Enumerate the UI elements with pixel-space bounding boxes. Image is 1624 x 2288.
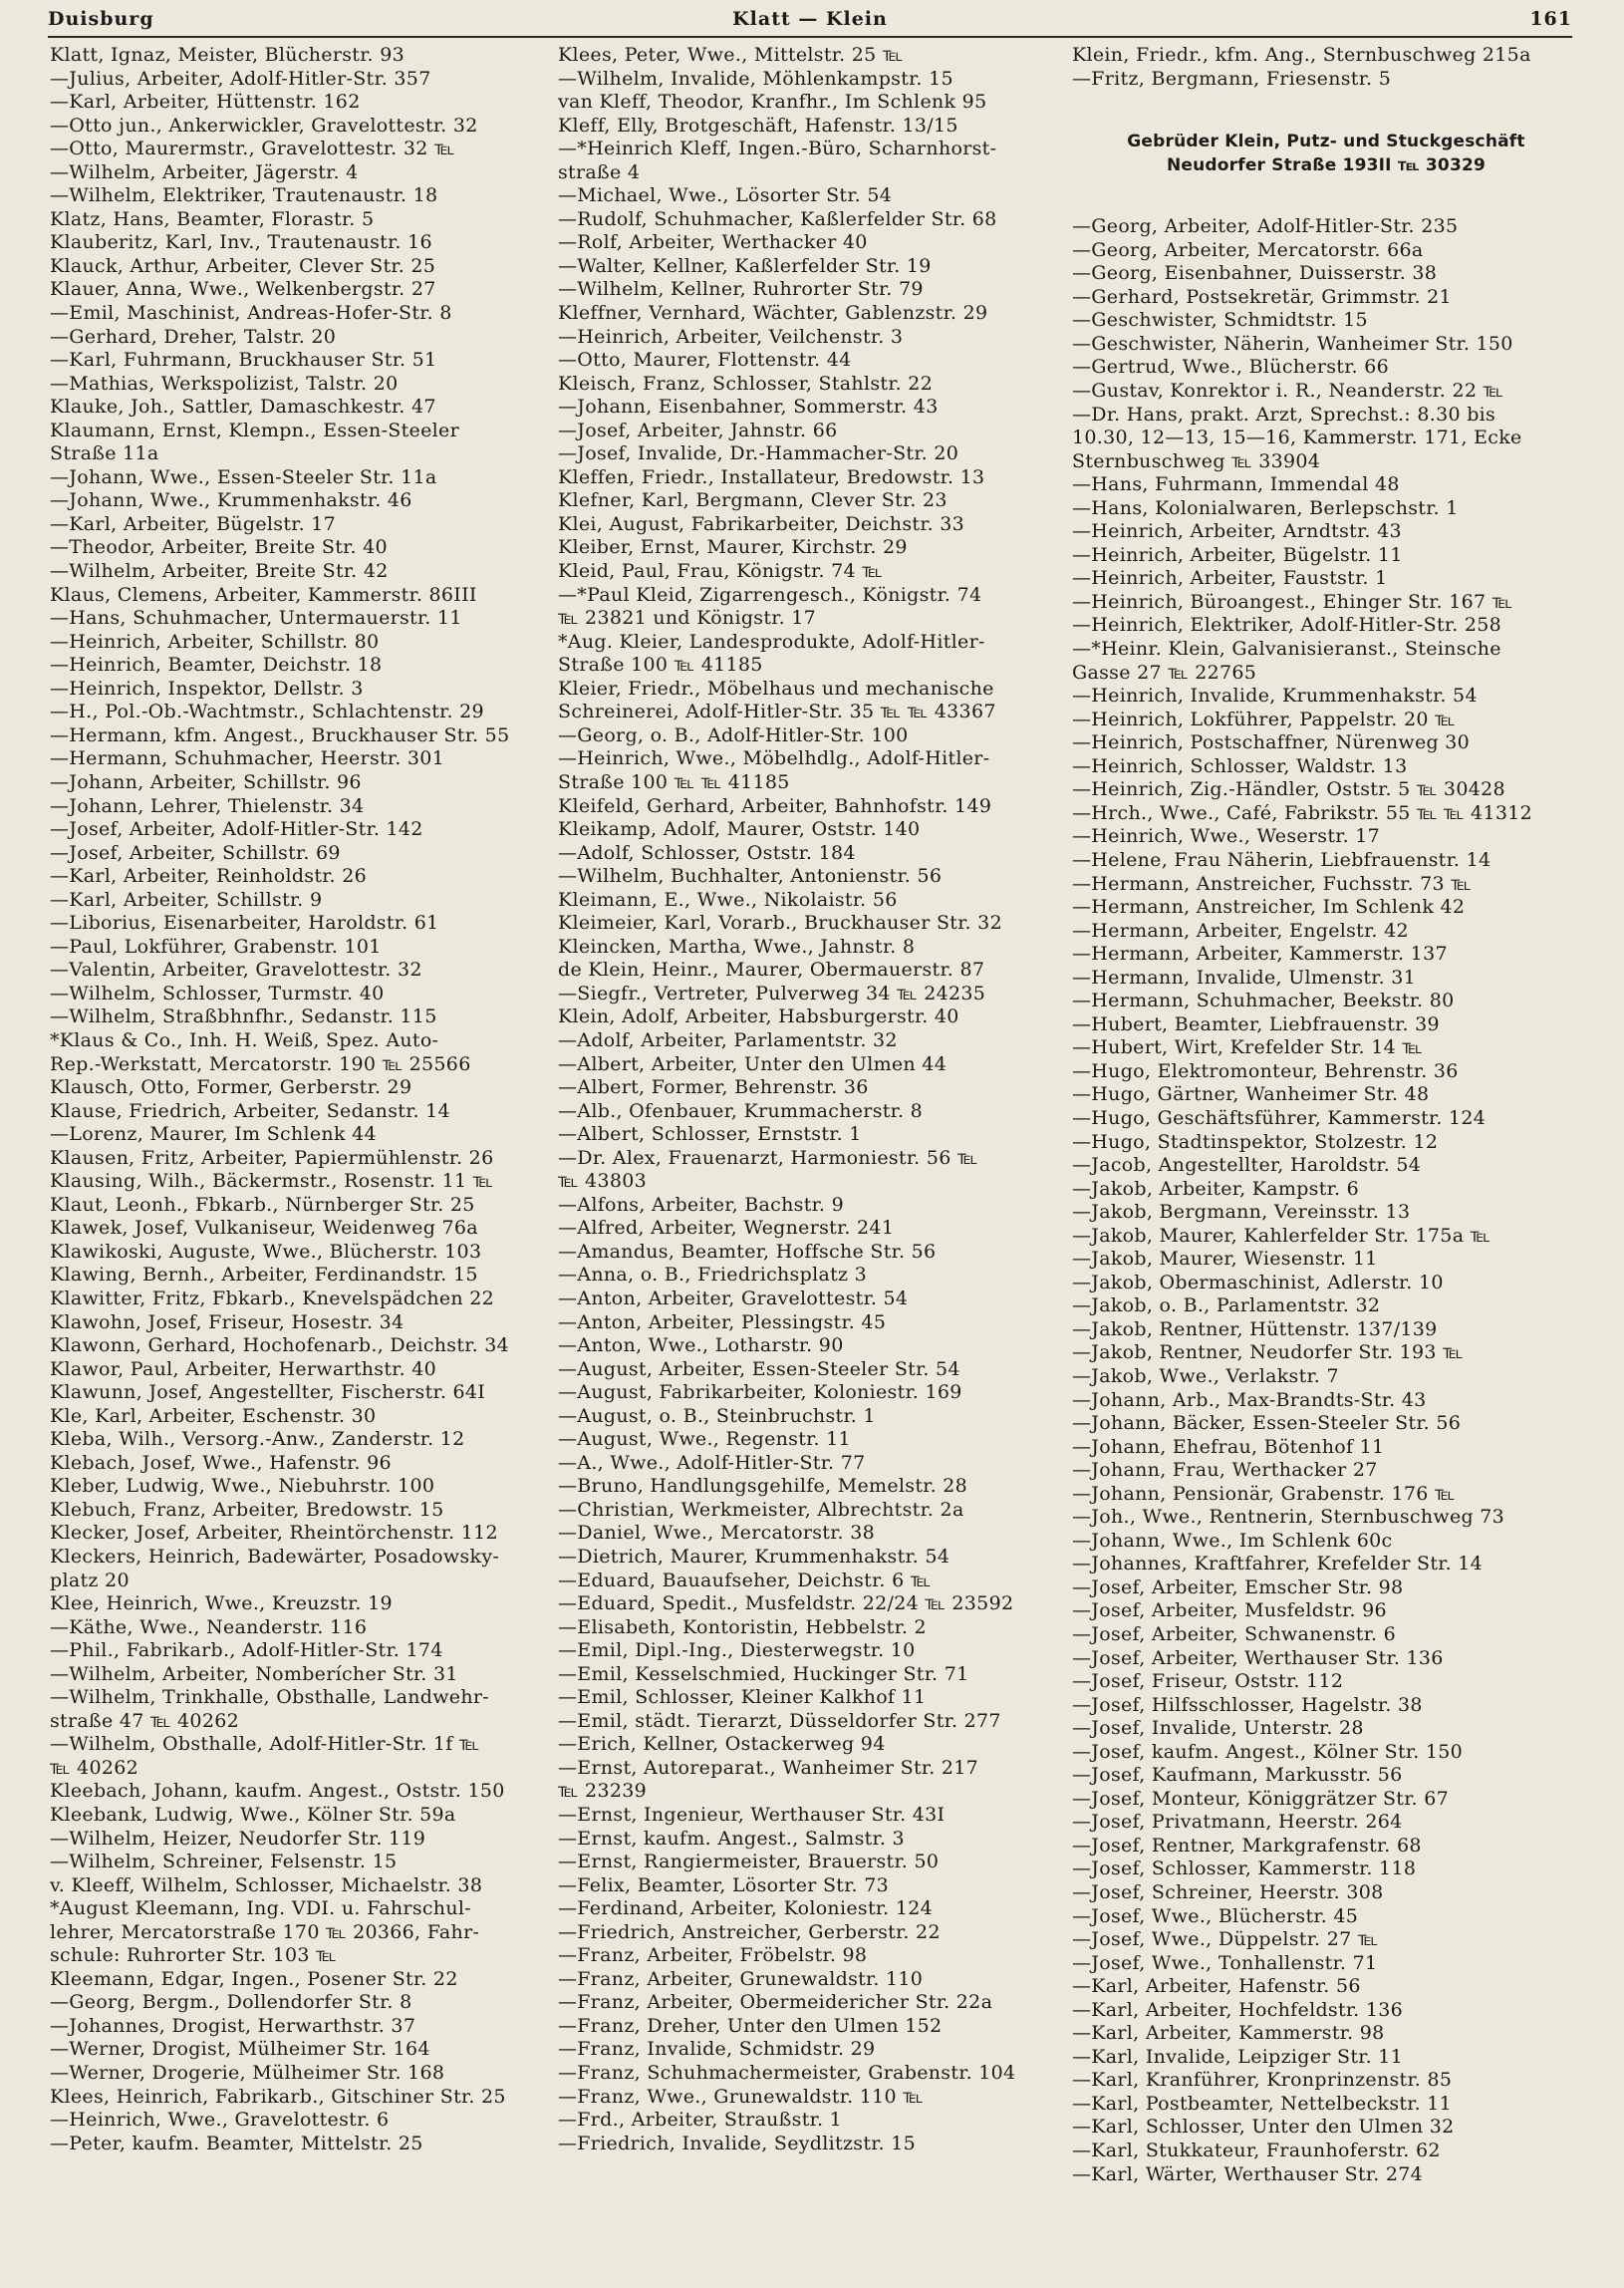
directory-entry: —Peter, kaufm. Beamter, Mittelstr. 25 xyxy=(50,2132,423,2154)
directory-entry: Schreinerei, Adolf-Hitler-Str. 35 ℡ ℡ 43367 xyxy=(558,701,996,723)
directory-entry: —Josef, Arbeiter, Adolf-Hitler-Str. 142 xyxy=(50,818,423,841)
directory-entry: —Josef, Arbeiter, Werthauser Str. 136 xyxy=(1072,1646,1444,1669)
directory-entry: de Klein, Heinr., Maurer, Obermauerstr. 87 xyxy=(558,959,985,982)
column-1 xyxy=(50,44,556,2276)
directory-entry: —Johann, Bäcker, Essen-Steeler Str. 56 xyxy=(1072,1412,1462,1435)
directory-entry: —Hermann, Schuhmacher, Beekstr. 80 xyxy=(1072,990,1455,1012)
directory-entry: —Lorenz, Maurer, Im Schlenk 44 xyxy=(50,1123,377,1146)
directory-entry: —Wilhelm, Buchhalter, Antonienstr. 56 xyxy=(558,865,943,888)
directory-entry: —Karl, Postbeamter, Nettelbeckstr. 11 xyxy=(1072,2092,1453,2115)
directory-entry: —Wilhelm, Straßbhnfhr., Sedanstr. 115 xyxy=(50,1005,437,1028)
directory-entry: schule: Ruhrorter Str. 103 ℡ xyxy=(50,1944,337,1967)
directory-entry: —Helene, Frau Näherin, Liebfrauenstr. 14 xyxy=(1072,848,1491,871)
directory-entry: Kleber, Ludwig, Wwe., Niebuhrstr. 100 xyxy=(50,1475,435,1498)
directory-entry: —Paul, Lokführer, Grabenstr. 101 xyxy=(50,935,382,958)
directory-entry: —Wilhelm, Elektriker, Trautenaustr. 18 xyxy=(50,184,438,207)
directory-entry: Klaus, Clemens, Arbeiter, Kammerstr. 86III xyxy=(50,583,477,606)
directory-entry: —Johann, Arb., Max-Brandts-Str. 43 xyxy=(1072,1388,1427,1411)
directory-entry: —*Heinr. Klein, Galvanisieranst., Steinsche xyxy=(1072,638,1501,661)
directory-entry: —Jakob, o. B., Parlamentstr. 32 xyxy=(1072,1294,1381,1317)
directory-entry: ℡ 23821 und Königstr. 17 xyxy=(558,607,817,630)
directory-entry: —Karl, Kranführer, Kronprinzenstr. 85 xyxy=(1072,2069,1453,2092)
directory-entry: Klebach, Josef, Wwe., Hafenstr. 96 xyxy=(50,1451,392,1474)
directory-entry: Kleincken, Martha, Wwe., Jahnstr. 8 xyxy=(558,935,916,958)
directory-entry: —Felix, Beamter, Lösorter Str. 73 xyxy=(558,1873,889,1896)
directory-entry: —Adolf, Schlosser, Oststr. 184 xyxy=(558,841,856,864)
directory-entry: —Johann, Arbeiter, Schillstr. 96 xyxy=(50,770,362,793)
directory-entry: —Bruno, Handlungsgehilfe, Memelstr. 28 xyxy=(558,1475,968,1498)
directory-entry: —Valentin, Arbeiter, Gravelottestr. 32 xyxy=(50,959,422,982)
directory-entry: —Karl, Arbeiter, Hafenstr. 56 xyxy=(1072,1975,1361,1998)
header-range: Klatt — Klein xyxy=(732,8,888,30)
directory-entry: ℡ 40262 xyxy=(50,1756,138,1779)
directory-entry: —Heinrich, Arbeiter, Fauststr. 1 xyxy=(1072,567,1388,590)
directory-entry: —Johann, Eisenbahner, Sommerstr. 43 xyxy=(558,396,939,419)
directory-entry: Klawikoski, Auguste, Wwe., Blücherstr. 103 xyxy=(50,1240,482,1263)
directory-entry: —Amandus, Beamter, Hoffsche Str. 56 xyxy=(558,1240,937,1263)
directory-entry: —Josef, Arbeiter, Jahnstr. 66 xyxy=(558,419,838,441)
directory-entry: Klauck, Arthur, Arbeiter, Clever Str. 25 xyxy=(50,254,436,277)
directory-entry: —A., Wwe., Adolf-Hitler-Str. 77 xyxy=(558,1451,866,1474)
directory-entry: —Elisabeth, Kontoristin, Hebbelstr. 2 xyxy=(558,1615,927,1638)
directory-entry: Klatt, Ignaz, Meister, Blücherstr. 93 xyxy=(50,44,405,66)
directory-entry: Straße 100 ℡ ℡ 41185 xyxy=(558,770,790,793)
directory-entry: —Joh., Wwe., Rentnerin, Sternbuschweg 73 xyxy=(1072,1506,1505,1529)
header-city: Duisburg xyxy=(48,8,154,30)
directory-entry: —Johann, Pensionär, Grabenstr. 176 ℡ xyxy=(1072,1482,1456,1505)
column-3-body xyxy=(1072,215,1580,2186)
directory-entry: Kleemann, Edgar, Ingen., Posener Str. 22 xyxy=(50,1967,458,1990)
directory-entry: Kleckers, Heinrich, Badewärter, Posadowsky- xyxy=(50,1546,500,1568)
directory-entry: —Hrch., Wwe., Café, Fabrikstr. 55 ℡ ℡ 41312 xyxy=(1072,801,1532,824)
directory-entry: —August, Fabrikarbeiter, Koloniestr. 169 xyxy=(558,1381,962,1404)
directory-entry: —*Paul Kleid, Zigarrengesch., Königstr. 74 xyxy=(558,583,982,606)
directory-entry: —Hugo, Elektromonteur, Behrenstr. 36 xyxy=(1072,1059,1459,1082)
directory-entry: Klawitter, Fritz, Fbkarb., Knevelspädchen 22 xyxy=(50,1287,495,1309)
column-3-top xyxy=(1072,44,1580,91)
directory-entry: —Wilhelm, Schlosser, Turmstr. 40 xyxy=(50,982,385,1004)
directory-entry: —Franz, Wwe., Grunewaldstr. 110 ℡ xyxy=(558,2085,924,2108)
directory-entry: —Julius, Arbeiter, Adolf-Hitler-Str. 357 xyxy=(50,67,431,90)
directory-entry: —Anton, Wwe., Lotharstr. 90 xyxy=(558,1334,844,1357)
directory-entry: Rep.-Werkstatt, Mercatorstr. 190 ℡ 25566 xyxy=(50,1052,471,1075)
directory-entry: —Karl, Fuhrmann, Bruckhauser Str. 51 xyxy=(50,349,437,372)
directory-entry: Kleiber, Ernst, Maurer, Kirchstr. 29 xyxy=(558,536,908,559)
directory-entry: —Heinrich, Wwe., Weserstr. 17 xyxy=(1072,825,1381,848)
directory-entry: —Franz, Arbeiter, Obermeidericher Str. 22a xyxy=(558,1991,993,2014)
directory-entry: —Karl, Arbeiter, Hochfeldstr. 136 xyxy=(1072,1998,1404,2021)
directory-entry: Klees, Peter, Wwe., Mittelstr. 25 ℡ xyxy=(558,44,904,66)
directory-entry: —Johann, Ehefrau, Bötenhof 11 xyxy=(1072,1435,1385,1458)
directory-entry: lehrer, Mercatorstraße 170 ℡ 20366, Fahr- xyxy=(50,1920,480,1943)
directory-entry: Klefner, Karl, Bergmann, Clever Str. 23 xyxy=(558,489,947,512)
directory-entry: —Alb., Ofenbauer, Krummacherstr. 8 xyxy=(558,1099,924,1122)
directory-entry: —Karl, Wärter, Werthauser Str. 274 xyxy=(1072,2162,1424,2185)
directory-entry: —Karl, Stukkateur, Fraunhoferstr. 62 xyxy=(1072,2140,1441,2162)
directory-entry: —Hermann, kfm. Angest., Bruckhauser Str. 55 xyxy=(50,723,510,746)
directory-entry: —Albert, Arbeiter, Unter den Ulmen 44 xyxy=(558,1052,947,1075)
directory-entry: —*Heinrich Kleff, Ingen.-Büro, Scharnhorst- xyxy=(558,138,997,160)
directory-entry: —Johann, Lehrer, Thielenstr. 34 xyxy=(50,794,365,817)
directory-entry: —Hugo, Stadtinspektor, Stolzestr. 12 xyxy=(1072,1130,1439,1153)
directory-entry: —Gertrud, Wwe., Blücherstr. 66 xyxy=(1072,356,1389,379)
directory-entry: Klecker, Josef, Arbeiter, Rheintörchenstr. 112 xyxy=(50,1522,498,1545)
directory-entry: —Hermann, Anstreicher, Fuchsstr. 73 ℡ xyxy=(1072,872,1472,895)
directory-entry: Kleebach, Johann, kaufm. Angest., Oststr. 150 xyxy=(50,1780,505,1803)
directory-entry: Klaut, Leonh., Fbkarb., Nürnberger Str. 25 xyxy=(50,1193,475,1216)
directory-entry: Klause, Friedrich, Arbeiter, Sedanstr. 14 xyxy=(50,1099,450,1122)
directory-entry: —Emil, Maschinist, Andreas-Hofer-Str. 8 xyxy=(50,302,452,325)
directory-entry: —Walter, Kellner, Kaßlerfelder Str. 19 xyxy=(558,254,932,277)
directory-entry: ℡ 23239 xyxy=(558,1780,647,1803)
directory-entry: —Wilhelm, Heizer, Neudorfer Str. 119 xyxy=(50,1827,426,1850)
directory-entry: —Albert, Schlosser, Ernststr. 1 xyxy=(558,1123,862,1146)
directory-entry: —Karl, Arbeiter, Bügelstr. 17 xyxy=(50,512,337,535)
directory-entry: Klawek, Josef, Vulkaniseur, Weidenweg 76a xyxy=(50,1217,478,1240)
directory-entry: —Heinrich, Schlosser, Waldstr. 13 xyxy=(1072,754,1408,777)
directory-entry: —Johann, Wwe., Krummenhakstr. 46 xyxy=(50,489,412,512)
directory-entry: —Georg, Arbeiter, Adolf-Hitler-Str. 235 xyxy=(1072,215,1459,238)
directory-entry: —Jakob, Bergmann, Vereinsstr. 13 xyxy=(1072,1201,1411,1224)
directory-entry: Klaumann, Ernst, Klempn., Essen-Steeler xyxy=(50,419,459,441)
directory-entry: —Josef, Friseur, Oststr. 112 xyxy=(1072,1670,1344,1693)
directory-entry: Klebuch, Franz, Arbeiter, Bredowstr. 15 xyxy=(50,1498,444,1521)
directory-entry: —Franz, Arbeiter, Grunewaldstr. 110 xyxy=(558,1967,924,1990)
directory-entry: —Franz, Invalide, Schmidstr. 29 xyxy=(558,2038,876,2061)
directory-entry: —Otto jun., Ankerwickler, Gravelottestr. 32 xyxy=(50,114,478,137)
directory-entry: —Rudolf, Schuhmacher, Kaßlerfelder Str. 68 xyxy=(558,207,997,230)
directory-entry: —Georg, Eisenbahner, Duisserstr. 38 xyxy=(1072,262,1438,285)
directory-entry: —H., Pol.-Ob.-Wachtmstr., Schlachtenstr. 29 xyxy=(50,701,484,723)
directory-entry: —Heinrich, Inspektor, Dellstr. 3 xyxy=(50,677,364,700)
directory-entry: —Karl, Arbeiter, Reinholdstr. 26 xyxy=(50,865,368,888)
directory-entry: Klatz, Hans, Beamter, Florastr. 5 xyxy=(50,207,375,230)
directory-entry: Klawunn, Josef, Angestellter, Fischerstr. 64I xyxy=(50,1381,486,1404)
directory-entry: —Heinrich, Beamter, Deichstr. 18 xyxy=(50,654,383,677)
page-number: 161 xyxy=(1529,8,1572,30)
directory-entry: —Hugo, Gärtner, Wanheimer Str. 48 xyxy=(1072,1083,1430,1106)
directory-entry: —Hermann, Anstreicher, Im Schlenk 42 xyxy=(1072,896,1466,919)
directory-entry: —Heinrich, Lokführer, Pappelstr. 20 ℡ xyxy=(1072,708,1456,730)
directory-entry: —Rolf, Arbeiter, Werthacker 40 xyxy=(558,231,868,254)
directory-entry: Klawohn, Josef, Friseur, Hosestr. 34 xyxy=(50,1310,405,1333)
directory-entry: —Hubert, Beamter, Liebfrauenstr. 39 xyxy=(1072,1012,1440,1035)
directory-entry: Kleisch, Franz, Schlosser, Stahlstr. 22 xyxy=(558,372,934,395)
directory-entry: —Karl, Invalide, Leipziger Str. 11 xyxy=(1072,2045,1404,2068)
directory-entry: —Heinrich, Arbeiter, Veilchenstr. 3 xyxy=(558,325,904,348)
directory-entry: —Jakob, Arbeiter, Kampstr. 6 xyxy=(1072,1177,1360,1200)
directory-entry: —Johannes, Drogist, Herwarthstr. 37 xyxy=(50,2014,416,2037)
directory-entry: *Aug. Kleier, Landesprodukte, Adolf-Hitler- xyxy=(558,630,985,653)
directory-entry: —Josef, Kaufmann, Markusstr. 56 xyxy=(1072,1764,1403,1787)
directory-entry: —Otto, Maurer, Flottenstr. 44 xyxy=(558,349,852,372)
directory-entry: ℡ 43803 xyxy=(558,1170,647,1193)
directory-entry: —Geschwister, Näherin, Wanheimer Str. 150 xyxy=(1072,332,1513,355)
directory-entry: —Johannes, Kraftfahrer, Krefelder Str. 14 xyxy=(1072,1553,1484,1575)
directory-entry: —Hugo, Geschäftsführer, Kammerstr. 124 xyxy=(1072,1106,1487,1129)
directory-entry: —Friedrich, Anstreicher, Gerberstr. 22 xyxy=(558,1920,941,1943)
directory-entry: —Franz, Arbeiter, Fröbelstr. 98 xyxy=(558,1944,868,1967)
directory-entry: —Josef, Schreiner, Heerstr. 308 xyxy=(1072,1881,1384,1904)
directory-entry: Klein, Friedr., kfm. Ang., Sternbuschweg 215a xyxy=(1072,44,1531,66)
directory-entry: —Josef, Invalide, Unterstr. 28 xyxy=(1072,1717,1364,1740)
directory-entry: —Georg, o. B., Adolf-Hitler-Str. 100 xyxy=(558,723,909,746)
directory-entry: Kle, Karl, Arbeiter, Eschenstr. 30 xyxy=(50,1404,377,1427)
directory-entry: —Josef, Invalide, Dr.-Hammacher-Str. 20 xyxy=(558,442,959,465)
directory-entry: Kleimann, E., Wwe., Nikolaistr. 56 xyxy=(558,888,898,911)
directory-entry: —Wilhelm, Kellner, Ruhrorter Str. 79 xyxy=(558,278,924,301)
directory-entry: Kleier, Friedr., Möbelhaus und mechanische xyxy=(558,677,994,700)
column-3 xyxy=(1072,44,1580,2276)
directory-entry: Klauer, Anna, Wwe., Welkenbergstr. 27 xyxy=(50,278,436,301)
directory-entry: —Hermann, Arbeiter, Engelstr. 42 xyxy=(1072,919,1409,942)
directory-entry: —Anton, Arbeiter, Plessingstr. 45 xyxy=(558,1310,887,1333)
directory-entry: —Jakob, Obermaschinist, Adlerstr. 10 xyxy=(1072,1271,1444,1293)
directory-entry: —Karl, Arbeiter, Hüttenstr. 162 xyxy=(50,91,361,114)
directory-entry: —Friedrich, Invalide, Seydlitzstr. 15 xyxy=(558,2132,916,2154)
directory-entry: —Josef, Hilfsschlosser, Hagelstr. 38 xyxy=(1072,1693,1423,1716)
directory-entry: Kleff, Elly, Brotgeschäft, Hafenstr. 13/15 xyxy=(558,114,958,137)
directory-entry: —August, o. B., Steinbruchstr. 1 xyxy=(558,1404,876,1427)
directory-entry: —Hermann, Schuhmacher, Heerstr. 301 xyxy=(50,747,445,770)
directory-entry: —Christian, Werkmeister, Albrechtstr. 2a xyxy=(558,1498,964,1521)
directory-entry: —Adolf, Arbeiter, Parlamentstr. 32 xyxy=(558,1028,898,1051)
directory-entry: —Erich, Kellner, Ostackerweg 94 xyxy=(558,1733,886,1756)
directory-entry: —Jakob, Maurer, Kahlerfelder Str. 175a ℡ xyxy=(1072,1224,1491,1247)
directory-entry: —Ernst, Ingenieur, Werthauser Str. 43I xyxy=(558,1804,946,1827)
directory-entry: —Jakob, Maurer, Wiesenstr. 11 xyxy=(1072,1248,1378,1271)
directory-entry: —Jakob, Wwe., Verlakstr. 7 xyxy=(1072,1364,1339,1387)
directory-entry: —Otto, Maurermstr., Gravelottestr. 32 ℡ xyxy=(50,138,455,160)
directory-entry: —Emil, Kesselschmied, Huckinger Str. 71 xyxy=(558,1662,969,1685)
directory-entry: —Phil., Fabrikarb., Adolf-Hitler-Str. 174 xyxy=(50,1639,443,1662)
directory-entry: —Josef, Wwe., Düppelstr. 27 ℡ xyxy=(1072,1928,1379,1951)
directory-entry: platz 20 xyxy=(50,1569,130,1591)
directory-entry: —Emil, Schlosser, Kleiner Kalkhof 11 xyxy=(558,1686,927,1709)
directory-entry: v. Kleeff, Wilhelm, Schlosser, Michaelstr. 38 xyxy=(50,1873,483,1896)
directory-entry: straße 4 xyxy=(558,160,641,183)
directory-entry: —Eduard, Bauaufseher, Deichstr. 6 ℡ xyxy=(558,1569,932,1591)
directory-entry: —Johann, Wwe., Im Schlenk 60c xyxy=(1072,1529,1393,1552)
directory-entry: —Hermann, Invalide, Ulmenstr. 31 xyxy=(1072,966,1417,989)
directory-entry: Gasse 27 ℡ 22765 xyxy=(1072,661,1257,684)
directory-entry: —Ernst, kaufm. Angest., Salmstr. 3 xyxy=(558,1827,905,1850)
directory-entry: —Anna, o. B., Friedrichsplatz 3 xyxy=(558,1264,868,1287)
directory-entry: —Werner, Drogerie, Mülheimer Str. 168 xyxy=(50,2062,445,2085)
directory-entry: —Anton, Arbeiter, Gravelottestr. 54 xyxy=(558,1287,909,1309)
directory-entry: —Emil, Dipl.-Ing., Diesterwegstr. 10 xyxy=(558,1639,916,1662)
directory-entry: —Karl, Arbeiter, Kammerstr. 98 xyxy=(1072,2022,1385,2045)
directory-entry: —Heinrich, Wwe., Möbelhdlg., Adolf-Hitler- xyxy=(558,747,990,770)
directory-entry: —Heinrich, Elektriker, Adolf-Hitler-Str. 258 xyxy=(1072,614,1502,637)
directory-entry: —Emil, städt. Tierarzt, Düsseldorfer Str. 277 xyxy=(558,1709,1001,1732)
directory-entry: —Siegfr., Vertreter, Pulverweg 34 ℡ 24235 xyxy=(558,982,986,1004)
directory-entry: *Klaus & Co., Inh. H. Weiß, Spez. Auto- xyxy=(50,1028,439,1051)
directory-entry: van Kleff, Theodor, Kranfhr., Im Schlenk 95 xyxy=(558,91,987,114)
directory-entry: —Ferdinand, Arbeiter, Koloniestr. 124 xyxy=(558,1897,934,1920)
directory-entry: Klawing, Bernh., Arbeiter, Ferdinandstr. 15 xyxy=(50,1264,478,1287)
directory-entry: *August Kleemann, Ing. VDI. u. Fahrschul- xyxy=(50,1897,471,1920)
directory-entry: —Eduard, Spedit., Musfeldstr. 22/24 ℡ 23592 xyxy=(558,1592,1014,1615)
directory-entry: straße 47 ℡ 40262 xyxy=(50,1709,239,1732)
directory-entry: —Wilhelm, Schreiner, Felsenstr. 15 xyxy=(50,1851,398,1873)
directory-entry: —Karl, Arbeiter, Schillstr. 9 xyxy=(50,888,323,911)
directory-entry: —Heinrich, Postschaffner, Nürenweg 30 xyxy=(1072,731,1471,754)
directory-entry: —Karl, Schlosser, Unter den Ulmen 32 xyxy=(1072,2116,1455,2139)
directory-entry: —Hans, Fuhrmann, Immendal 48 xyxy=(1072,473,1400,496)
directory-entry: 10.30, 12—13, 15—16, Kammerstr. 171, Ecke xyxy=(1072,427,1522,449)
directory-entry: Klees, Heinrich, Fabrikarb., Gitschiner Str. 25 xyxy=(50,2085,506,2108)
directory-entry: —Josef, Wwe., Tonhallenstr. 71 xyxy=(1072,1951,1378,1974)
directory-entry: —Jakob, Rentner, Neudorfer Str. 193 ℡ xyxy=(1072,1341,1464,1364)
directory-entry: —Georg, Arbeiter, Mercatorstr. 66a xyxy=(1072,238,1424,261)
directory-entry: —Johann, Frau, Werthacker 27 xyxy=(1072,1459,1378,1482)
directory-entry: Kleffner, Vernhard, Wächter, Gablenzstr. 29 xyxy=(558,302,988,325)
directory-entry: —Theodor, Arbeiter, Breite Str. 40 xyxy=(50,536,388,559)
directory-entry: Klausen, Fritz, Arbeiter, Papiermühlenstr. 26 xyxy=(50,1146,494,1169)
directory-entry: —Heinrich, Arbeiter, Bügelstr. 11 xyxy=(1072,543,1403,566)
advertisement-title: Gebrüder Klein, Putz- und Stuckgeschäft xyxy=(1127,132,1525,152)
column-2 xyxy=(558,44,1059,2276)
directory-entry: —Wilhelm, Arbeiter, Breite Str. 42 xyxy=(50,560,389,583)
directory-entry: —Josef, Arbeiter, Musfeldstr. 96 xyxy=(1072,1599,1387,1622)
directory-entry: —Geschwister, Schmidtstr. 15 xyxy=(1072,309,1368,332)
directory-entry: Klausing, Wilh., Bäckermstr., Rosenstr. 11 ℡ xyxy=(50,1170,494,1193)
directory-entry: —Heinrich, Arbeiter, Arndtstr. 43 xyxy=(1072,520,1402,543)
directory-entry: Kleid, Paul, Frau, Königstr. 74 ℡ xyxy=(558,560,883,583)
directory-entry: —Gerhard, Dreher, Talstr. 20 xyxy=(50,325,337,348)
directory-entry: —Dr. Hans, prakt. Arzt, Sprechst.: 8.30 bis xyxy=(1072,403,1496,426)
directory-entry: Kleikamp, Adolf, Maurer, Oststr. 140 xyxy=(558,818,921,841)
directory-entry: —Gustav, Konrektor i. R., Neanderstr. 22 ℡ xyxy=(1072,380,1504,403)
directory-entry: —Heinrich, Wwe., Gravelottestr. 6 xyxy=(50,2109,390,2132)
directory-entry: —Jacob, Angestellter, Haroldstr. 54 xyxy=(1072,1154,1422,1177)
directory-entry: —Josef, Wwe., Blücherstr. 45 xyxy=(1072,1904,1359,1927)
directory-entry: Klawonn, Gerhard, Hochofenarb., Deichstr. 34 xyxy=(50,1334,510,1357)
directory-entry: —Wilhelm, Arbeiter, Nomberícher Str. 31 xyxy=(50,1662,458,1685)
directory-entry: Kleba, Wilh., Versorg.-Anw., Zanderstr. 12 xyxy=(50,1428,465,1451)
directory-entry: —Hans, Schuhmacher, Untermauerstr. 11 xyxy=(50,607,462,630)
directory-entry: —Hermann, Arbeiter, Kammerstr. 137 xyxy=(1072,943,1448,966)
directory-entry: —Heinrich, Büroangest., Ehinger Str. 167 ℡ xyxy=(1072,590,1513,613)
directory-entry: —Josef, kaufm. Angest., Kölner Str. 150 xyxy=(1072,1740,1464,1763)
directory-entry: —Georg, Bergm., Dollendorfer Str. 8 xyxy=(50,1991,412,2014)
directory-entry: Straße 100 ℡ 41185 xyxy=(558,654,763,677)
directory-entry: —Albert, Former, Behrenstr. 36 xyxy=(558,1076,869,1099)
directory-entry: —Josef, Arbeiter, Schwanenstr. 6 xyxy=(1072,1623,1397,1645)
directory-entry: —Ernst, Rangiermeister, Brauerstr. 50 xyxy=(558,1851,940,1873)
directory-entry: —Hubert, Wirt, Krefelder Str. 14 ℡ xyxy=(1072,1036,1424,1059)
directory-entry: Kleffen, Friedr., Installateur, Bredowstr. 13 xyxy=(558,465,985,488)
directory-entry: —Gerhard, Postsekretär, Grimmstr. 21 xyxy=(1072,285,1452,308)
directory-entry: —Hans, Kolonialwaren, Berlepschstr. 1 xyxy=(1072,496,1459,519)
directory-entry: —Wilhelm, Trinkhalle, Obsthalle, Landwehr- xyxy=(50,1686,489,1709)
directory-entry: Klauberitz, Karl, Inv., Trautenaustr. 16 xyxy=(50,231,432,254)
directory-entry: Klein, Adolf, Arbeiter, Habsburgerstr. 40 xyxy=(558,1005,959,1028)
directory-entry: Sternbuschweg ℡ 33904 xyxy=(1072,449,1321,472)
directory-entry: —Heinrich, Arbeiter, Schillstr. 80 xyxy=(50,630,380,653)
directory-entry: Straße 11a xyxy=(50,442,159,465)
directory-entry: —Wilhelm, Arbeiter, Jägerstr. 4 xyxy=(50,160,359,183)
directory-entry: —Ernst, Autoreparat., Wanheimer Str. 217 xyxy=(558,1756,979,1779)
directory-entry: —Werner, Drogist, Mülheimer Str. 164 xyxy=(50,2038,430,2061)
directory-entry: —Alfons, Arbeiter, Bachstr. 9 xyxy=(558,1193,844,1216)
directory-entry: Kleifeld, Gerhard, Arbeiter, Bahnhofstr. 149 xyxy=(558,794,992,817)
directory-entry: —Franz, Schuhmachermeister, Grabenstr. 104 xyxy=(558,2062,1016,2085)
directory-entry: Kleebank, Ludwig, Wwe., Kölner Str. 59a xyxy=(50,1804,456,1827)
directory-entry: —Franz, Dreher, Unter den Ulmen 152 xyxy=(558,2014,943,2037)
directory-entry: —Josef, Arbeiter, Schillstr. 69 xyxy=(50,841,341,864)
directory-entry: —Wilhelm, Obsthalle, Adolf-Hitler-Str. 1f ℡ xyxy=(50,1733,480,1756)
directory-entry: Klei, August, Fabrikarbeiter, Deichstr. 33 xyxy=(558,512,965,535)
directory-entry: —Josef, Monteur, Königgrätzer Str. 67 xyxy=(1072,1787,1449,1810)
directory-entry: —Johann, Wwe., Essen-Steeler Str. 11a xyxy=(50,465,437,488)
directory-entry: Klawor, Paul, Arbeiter, Herwarthstr. 40 xyxy=(50,1357,437,1380)
directory-entry: —Josef, Schlosser, Kammerstr. 118 xyxy=(1072,1858,1417,1880)
directory-entry: —Josef, Rentner, Markgrafenstr. 68 xyxy=(1072,1834,1422,1857)
directory-entry: —Liborius, Eisenarbeiter, Haroldstr. 61 xyxy=(50,912,439,935)
directory-entry: —August, Arbeiter, Essen-Steeler Str. 54 xyxy=(558,1357,960,1380)
directory-entry: Klausch, Otto, Former, Gerberstr. 29 xyxy=(50,1076,412,1099)
directory-entry: —August, Wwe., Regenstr. 11 xyxy=(558,1428,851,1451)
directory-entry: —Michael, Wwe., Lösorter Str. 54 xyxy=(558,184,893,207)
directory-entry: —Käthe, Wwe., Neanderstr. 116 xyxy=(50,1615,368,1638)
directory-entry: —Mathias, Werkspolizist, Talstr. 20 xyxy=(50,372,399,395)
directory-entry: —Wilhelm, Invalide, Möhlenkampstr. 15 xyxy=(558,67,953,90)
directory-entry: —Josef, Arbeiter, Emscher Str. 98 xyxy=(1072,1575,1404,1598)
directory-entry: Kleimeier, Karl, Vorarb., Bruckhauser Str. 32 xyxy=(558,912,1002,935)
directory-entry: —Fritz, Bergmann, Friesenstr. 5 xyxy=(1072,67,1392,90)
directory-entry: —Frd., Arbeiter, Straußstr. 1 xyxy=(558,2109,843,2132)
directory-entry: Klee, Heinrich, Wwe., Kreuzstr. 19 xyxy=(50,1592,393,1615)
directory-entry: —Dietrich, Maurer, Krummenhakstr. 54 xyxy=(558,1546,950,1568)
directory-entry: —Josef, Privatmann, Heerstr. 264 xyxy=(1072,1811,1403,1834)
directory-entry: —Heinrich, Zig.-Händler, Oststr. 5 ℡ 30428 xyxy=(1072,778,1505,801)
directory-entry: Klauke, Joh., Sattler, Damaschkestr. 47 xyxy=(50,396,436,419)
directory-entry: —Heinrich, Invalide, Krummenhakstr. 54 xyxy=(1072,685,1478,708)
directory-entry: —Jakob, Rentner, Hüttenstr. 137/139 xyxy=(1072,1317,1438,1340)
directory-entry: —Alfred, Arbeiter, Wegnerstr. 241 xyxy=(558,1217,895,1240)
directory-entry: —Daniel, Wwe., Mercatorstr. 38 xyxy=(558,1522,875,1545)
advertisement-address: Neudorfer Straße 193II ℡ 30329 xyxy=(1166,154,1487,175)
directory-entry: —Dr. Alex, Frauenarzt, Harmoniestr. 56 ℡ xyxy=(558,1146,978,1169)
page-header xyxy=(48,6,1572,38)
